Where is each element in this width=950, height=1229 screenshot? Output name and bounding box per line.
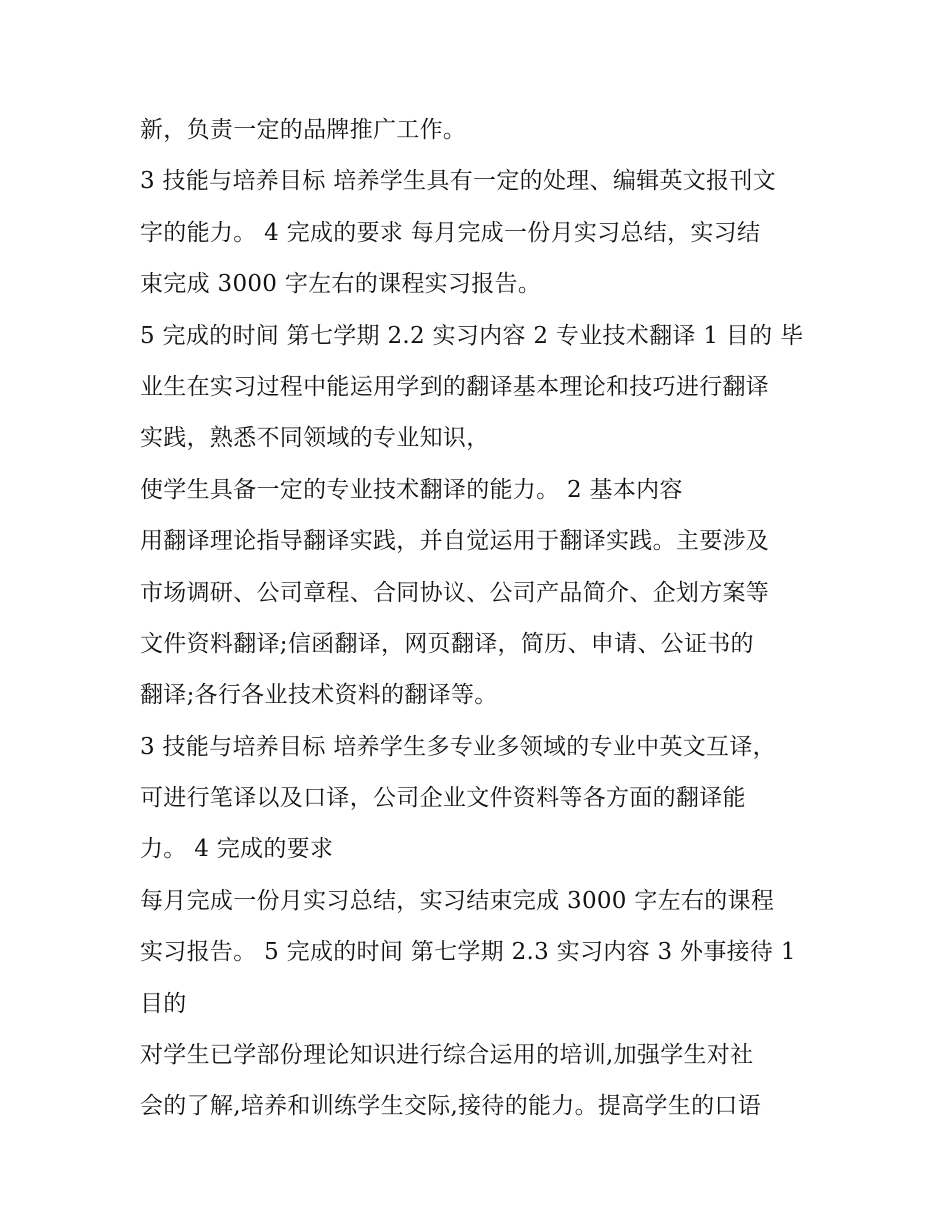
text-line: 翻译;各行各业技术资料的翻译等。 (140, 682, 498, 709)
text-line: 文件资料翻译;信函翻译，网页翻译，简历、申请、公证书的 (140, 630, 754, 657)
text-line: 字的能力。 4 完成的要求 每月完成一份月实习总结，实习结 (140, 219, 761, 246)
text-line: 每月完成一份月实习总结，实习结束完成 3000 字左右的课程 (140, 887, 775, 914)
text-line: 对学生已学部份理论知识进行综合运用的培训,加强学生对社 (140, 1042, 754, 1069)
text-line: 新，负责一定的品牌推广工作。 (140, 117, 467, 143)
text-line: 束完成 3000 字左右的课程实习报告。 (140, 271, 542, 298)
text-line: 力。 4 完成的要求 (140, 836, 334, 863)
text-line: 业生在实习过程中能运用学到的翻译基本理论和技巧进行翻译 (140, 373, 770, 400)
text-line: 使学生具备一定的专业技术翻译的能力。 2 基本内容 (140, 476, 683, 503)
text-line: 目的 (140, 990, 187, 1017)
text-line: 可进行笔译以及口译，公司企业文件资料等各方面的翻译能 (140, 785, 746, 812)
text-line: 会的了解,培养和训练学生交际,接待的能力。提高学生的口语 (140, 1093, 762, 1120)
document-body (140, 105, 830, 1133)
text-line: 3 技能与培养目标 培养学生具有一定的处理、编辑英文报刊文 (140, 168, 776, 195)
text-line: 用翻译理论指导翻译实践，并自觉运用于翻译实践。主要涉及 (140, 528, 770, 555)
text-line: 市场调研、公司章程、合同协议、公司产品简介、企划方案等 (140, 579, 770, 606)
text-line: 5 完成的时间 第七学期 2.2 实习内容 2 专业技术翻译 1 目的 毕 (140, 322, 804, 349)
text-line: 实践，熟悉不同领域的专业知识， (140, 425, 490, 452)
text-line: 实习报告。 5 完成的时间 第七学期 2.3 实习内容 3 外事接待 1 (140, 939, 796, 966)
text-line: 3 技能与培养目标 培养学生多专业多领域的专业中英文互译， (140, 733, 776, 760)
